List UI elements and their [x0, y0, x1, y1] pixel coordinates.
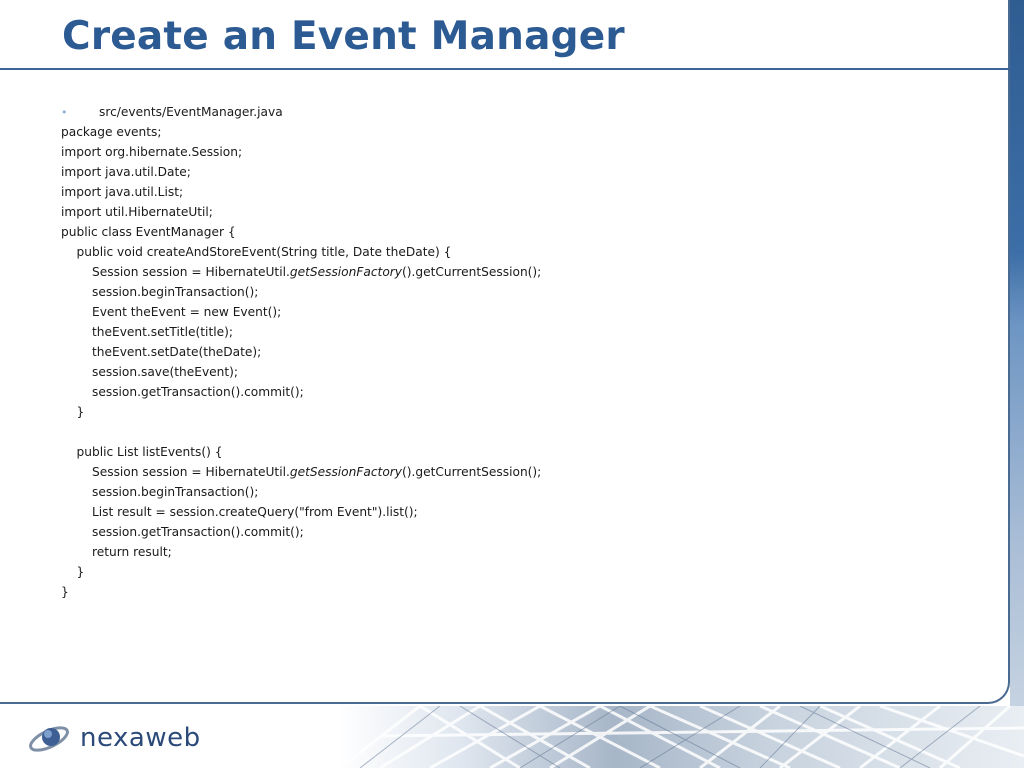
code-line: public List listEvents() { [61, 445, 223, 459]
code-line: List result = session.createQuery("from Event").list(); [61, 505, 418, 519]
code-line: session.beginTransaction(); [61, 285, 259, 299]
code-line-blank [61, 422, 961, 442]
bullet-dot-icon: • [61, 106, 68, 119]
code-line: import util.HibernateUtil; [61, 205, 213, 219]
nexaweb-logo [26, 718, 201, 758]
code-line [61, 462, 961, 482]
code-line [61, 262, 961, 282]
footer-banner [0, 706, 1024, 768]
code-segment: ().getCurrentSession(); [402, 265, 542, 279]
code-line: import org.hibernate.Session; [61, 145, 243, 159]
logo-wordmark: nexaweb [80, 723, 201, 753]
code-italic-segment: getSessionFactory [289, 265, 402, 279]
code-line: theEvent.setDate(theDate); [61, 345, 262, 359]
code-line: Event theEvent = new Event(); [61, 305, 282, 319]
code-italic-segment: getSessionFactory [289, 465, 402, 479]
code-line: import java.util.List; [61, 185, 184, 199]
code-line: session.save(theEvent); [61, 365, 239, 379]
code-line: } [61, 405, 85, 419]
code-line: session.beginTransaction(); [61, 485, 259, 499]
right-decorative-band [1010, 0, 1024, 720]
code-segment: Session session = HibernateUtil. [61, 265, 290, 279]
title-divider [0, 68, 1010, 70]
code-line: package events; [61, 125, 162, 139]
code-segment: ().getCurrentSession(); [402, 465, 542, 479]
bullet-item [61, 102, 961, 122]
code-line: import java.util.Date; [61, 165, 191, 179]
code-line: public void createAndStoreEvent(String title, Date theDate) { [61, 245, 452, 259]
code-block [61, 102, 961, 602]
nexaweb-orbit-logo-icon [26, 719, 72, 757]
slide-title: Create an Event Manager [62, 14, 625, 59]
code-line: session.getTransaction().commit(); [61, 525, 304, 539]
bullet-text: src/events/EventManager.java [99, 105, 283, 119]
code-line: session.getTransaction().commit(); [61, 385, 304, 399]
code-line: } [61, 565, 85, 579]
code-segment: Session session = HibernateUtil. [61, 465, 290, 479]
code-line: theEvent.setTitle(title); [61, 325, 233, 339]
code-line: } [61, 585, 69, 599]
code-line: public class EventManager { [61, 225, 236, 239]
code-line: return result; [61, 545, 172, 559]
